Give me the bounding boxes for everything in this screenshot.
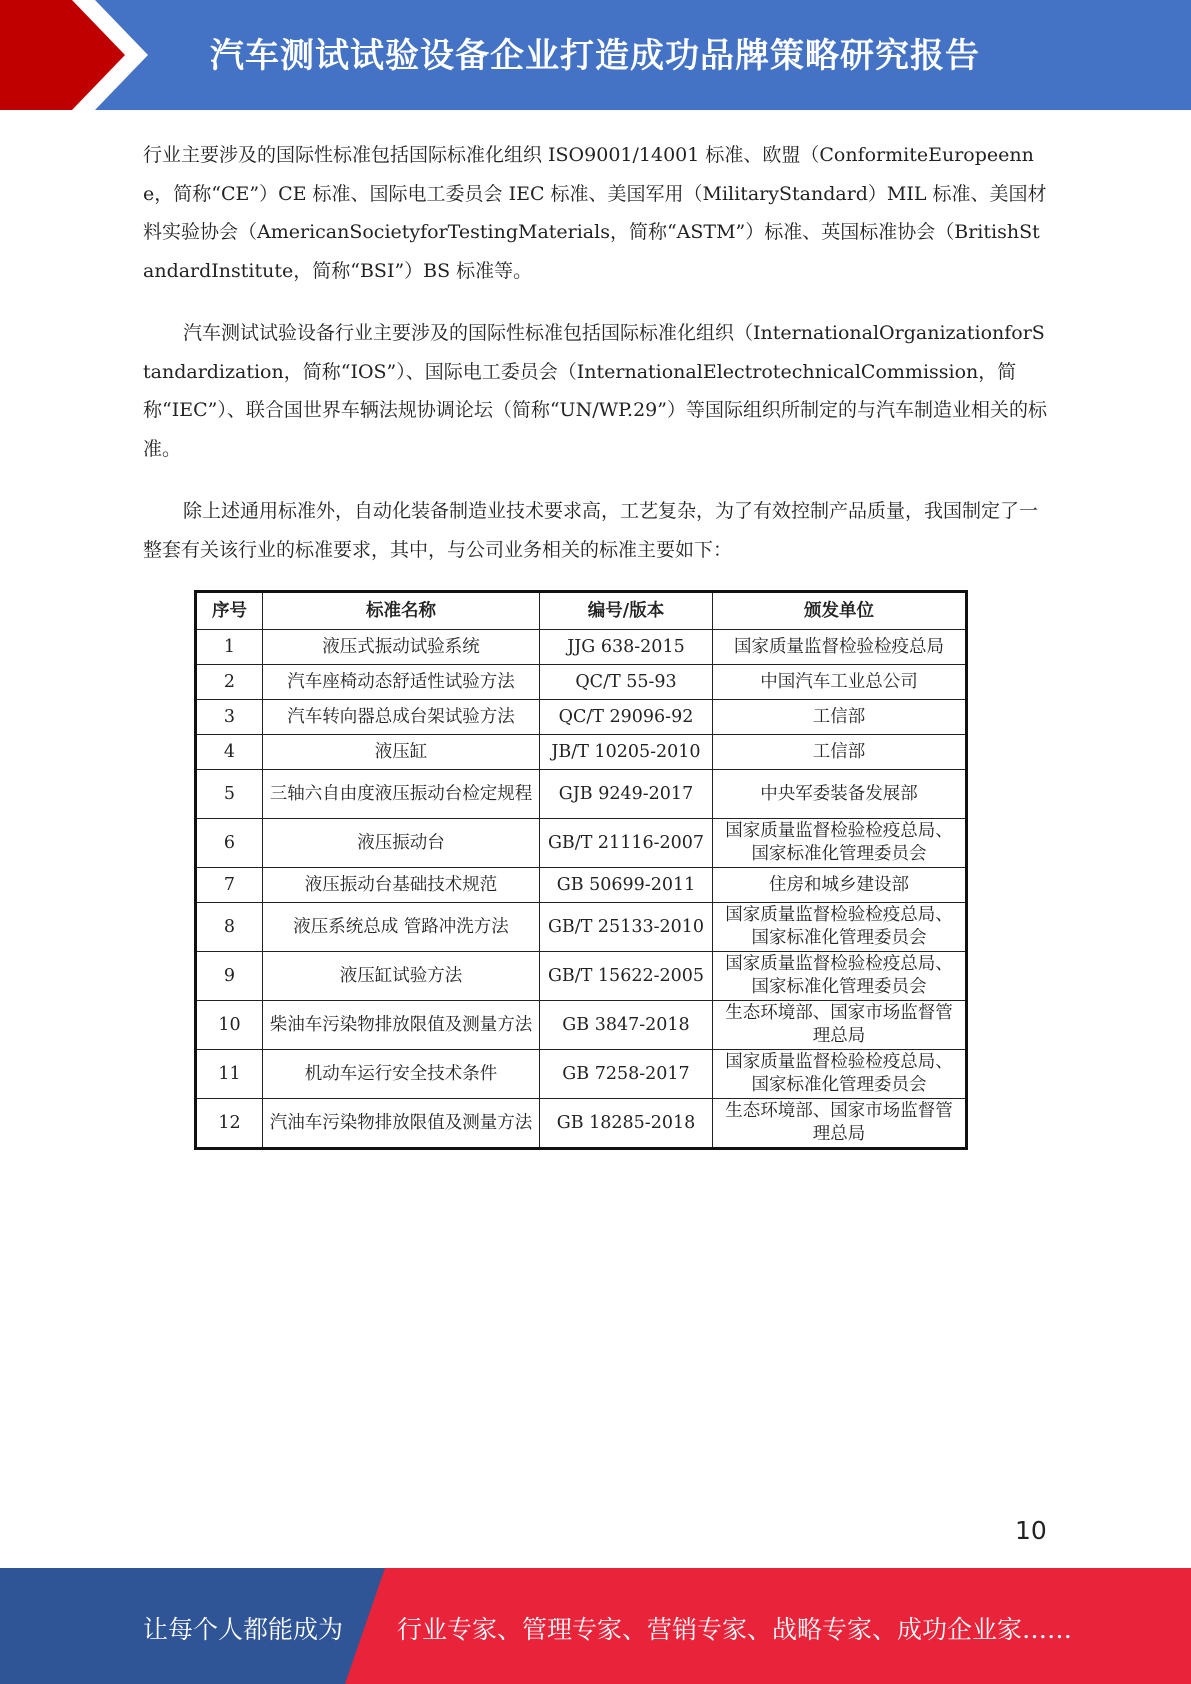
header-standard-name: 标准名称	[263, 592, 540, 630]
cell-name: 液压振动台	[263, 819, 540, 868]
cell-issuer: 国家质量监督检验检疫总局	[713, 630, 967, 665]
cell-name: 液压式振动试验系统	[263, 630, 540, 665]
header-code: 编号/版本	[540, 592, 713, 630]
cell-name: 汽车座椅动态舒适性试验方法	[263, 665, 540, 700]
cell-code: QC/T 29096-92	[540, 700, 713, 735]
cell-issuer: 工信部	[713, 735, 967, 770]
table-header-row	[196, 592, 967, 630]
cell-name: 汽油车污染物排放限值及测量方法	[263, 1099, 540, 1149]
body-text	[143, 136, 1048, 593]
cell-name: 液压缸试验方法	[263, 952, 540, 1001]
cell-no: 9	[196, 952, 263, 1001]
paragraph-3: 除上述通用标准外，自动化装备制造业技术要求高，工艺复杂，为了有效控制产品质量，我国制定了一整套有关该行业的标准要求，其中，与公司业务相关的标准主要如下：	[143, 500, 1039, 561]
cell-code: GB/T 21116-2007	[540, 819, 713, 868]
cell-no: 8	[196, 903, 263, 952]
table-row	[196, 903, 967, 952]
cell-code: GB/T 15622-2005	[540, 952, 713, 1001]
cell-no: 4	[196, 735, 263, 770]
cell-name: 三轴六自由度液压振动台检定规程	[263, 770, 540, 819]
cell-name: 液压振动台基础技术规范	[263, 868, 540, 903]
cell-issuer: 工信部	[713, 700, 967, 735]
cell-code: JB/T 10205-2010	[540, 735, 713, 770]
footer-slogan-left: 让每个人都能成为	[143, 1615, 344, 1644]
cell-issuer: 国家质量监督检验检疫总局、国家标准化管理委员会	[713, 903, 967, 952]
cell-code: GJB 9249-2017	[540, 770, 713, 819]
cell-name: 柴油车污染物排放限值及测量方法	[263, 1001, 540, 1050]
table-row	[196, 868, 967, 903]
cell-code: QC/T 55-93	[540, 665, 713, 700]
table-row	[196, 770, 967, 819]
cell-code: JJG 638-2015	[540, 630, 713, 665]
page-header	[0, 0, 1191, 110]
table-row	[196, 1001, 967, 1050]
cell-name: 液压系统总成 管路冲洗方法	[263, 903, 540, 952]
cell-no: 7	[196, 868, 263, 903]
cell-no: 2	[196, 665, 263, 700]
cell-name: 液压缸	[263, 735, 540, 770]
table-row	[196, 700, 967, 735]
footer-slogan-right: 行业专家、管理专家、营销专家、战略专家、成功企业家……	[397, 1615, 1073, 1644]
cell-issuer: 中央军委装备发展部	[713, 770, 967, 819]
paragraph-1: 行业主要涉及的国际性标准包括国际标准化组织 ISO9001/14001 标准、欧盟（ConformiteEuropeenne，简称“CE”）CE 标准、国际电工委员会 IEC 标准、美国军用（MilitaryStandard）MIL 标准、美国材料实验协会（AmericanSocietyforTestingMaterials，简称“ASTM”）标准、英国标准协会（BritishStandardInstitute，简称“BSI”）BS 标准等。	[143, 144, 1047, 282]
header-no: 序号	[196, 592, 263, 630]
standards-table-wrapper	[194, 590, 968, 1150]
cell-code: GB 7258-2017	[540, 1050, 713, 1099]
cell-issuer: 生态环境部、国家市场监督管理总局	[713, 1099, 967, 1149]
cell-name: 机动车运行安全技术条件	[263, 1050, 540, 1099]
table-row	[196, 952, 967, 1001]
cell-name: 汽车转向器总成台架试验方法	[263, 700, 540, 735]
cell-no: 6	[196, 819, 263, 868]
cell-no: 10	[196, 1001, 263, 1050]
cell-issuer: 国家质量监督检验检疫总局、国家标准化管理委员会	[713, 1050, 967, 1099]
cell-no: 1	[196, 630, 263, 665]
cell-issuer: 住房和城乡建设部	[713, 868, 967, 903]
cell-code: GB 3847-2018	[540, 1001, 713, 1050]
cell-no: 5	[196, 770, 263, 819]
cell-code: GB/T 25133-2010	[540, 903, 713, 952]
cell-no: 3	[196, 700, 263, 735]
cell-issuer: 国家质量监督检验检疫总局、国家标准化管理委员会	[713, 952, 967, 1001]
standards-table	[194, 590, 968, 1150]
cell-code: GB 50699-2011	[540, 868, 713, 903]
page-footer	[0, 1568, 1191, 1684]
table-row	[196, 630, 967, 665]
page-number: 10	[1015, 1516, 1047, 1545]
cell-issuer: 中国汽车工业总公司	[713, 665, 967, 700]
cell-no: 12	[196, 1099, 263, 1149]
table-row	[196, 735, 967, 770]
header-title: 汽车测试试验设备企业打造成功品牌策略研究报告	[210, 36, 980, 76]
cell-no: 11	[196, 1050, 263, 1099]
table-row	[196, 1050, 967, 1099]
cell-issuer: 生态环境部、国家市场监督管理总局	[713, 1001, 967, 1050]
table-row	[196, 1099, 967, 1149]
cell-issuer: 国家质量监督检验检疫总局、国家标准化管理委员会	[713, 819, 967, 868]
table-row	[196, 819, 967, 868]
header-issuer: 颁发单位	[713, 592, 967, 630]
table-row	[196, 665, 967, 700]
cell-code: GB 18285-2018	[540, 1099, 713, 1149]
paragraph-2: 汽车测试试验设备行业主要涉及的国际性标准包括国际标准化组织（InternationalOrganizationforStandardization，简称“IOS”）、国际电工委员会（InternationalElectrotechnicalCommission，简称“IEC”）、联合国世界车辆法规协调论坛（简称“UN/WP.29”）等国际组织所制定的与汽车制造业相关的标准。	[143, 322, 1047, 460]
